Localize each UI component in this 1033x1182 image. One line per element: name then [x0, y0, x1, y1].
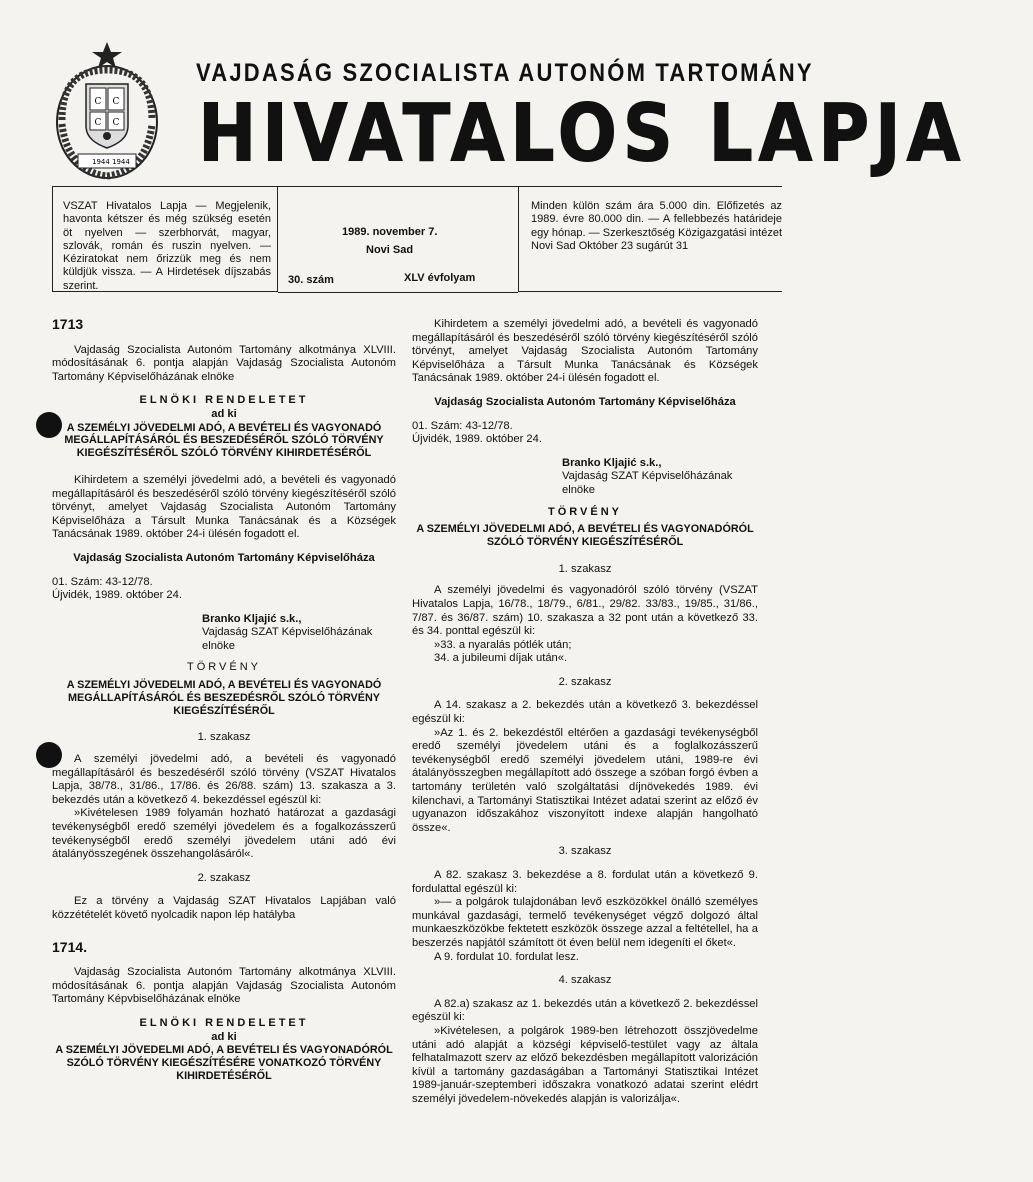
law-heading: TÖRVÉNY — [548, 505, 622, 518]
section-heading: 2. szakasz — [558, 675, 612, 688]
assembly-name: Vajdaság Szocialista Autonóm Tartomány Képviselőháza — [434, 395, 736, 408]
section-heading: 1. szakasz — [197, 731, 251, 744]
svg-text:1944: 1944 — [112, 158, 130, 166]
info-strip — [52, 186, 782, 294]
ad-ki: ad ki — [211, 407, 237, 420]
left-column — [52, 318, 396, 1083]
ad-ki: ad ki — [211, 1030, 237, 1043]
assembly-name: Vajdaság Szocialista Autonóm Tartomány Képviselőháza — [73, 551, 375, 564]
section-body: »Az 1. és 2. bekezdéstől eltérően a gazdasági tevékenységből eredő személyi jövedelem utáni és a foglalkozásszerű tevékenységből eredő személyi jövedelem utáni, 1989-re évi átalányösszegben megállapított adó összege a szóban forgó évben a tartomány területén való szolgáltatási díjnövekedés 1989. évi kilenchavi, a Tartományi Statisztikai Intézet adatai szerint az előző év ugyanazon időszakához viszonyított indexe alapján hangolható össze«. — [412, 726, 758, 834]
section-point: 34. a jubileumi díjak után«. — [434, 652, 568, 665]
section-heading: 1. szakasz — [558, 562, 612, 575]
place-date: Újvidék, 1989. október 24. — [412, 433, 542, 446]
section-body: A 82. szakasz 3. bekezdése a 8. fordulat után a következő 9. fordulattal egészül ki: — [412, 869, 758, 895]
place-date: Újvidék, 1989. október 24. — [52, 589, 182, 602]
issue-number: 30. szám — [288, 274, 334, 286]
decree-heading: ELNÖKI RENDELETET — [139, 394, 309, 407]
decree-body: Kihirdetem a személyi jövedelmi adó, a bevételi és vagyonadó megállapításáról és beszedéséről szóló törvény kiegészítéséről szóló törvényt, amelyet Vajdaság Szocialista Autonóm Tartomány Képviselőháza a Társult Munka Tanácsának és a Községek Tanácsának 1989. október 24-i ülésén fogadott el. — [52, 473, 396, 541]
issue-volume: XLV évfolyam — [404, 272, 476, 284]
signer-title: elnöke — [202, 639, 235, 652]
item-number: 1713 — [52, 316, 84, 332]
svg-text:С: С — [94, 97, 102, 107]
publication-info: VSZAT Hivatalos Lapja — Megjelenik, havonta kétszer és még szükség esetén öt nyelven — szerbhorvát, magyar, szlovák, román és ruszin nyelven. — Kéziratokat nem őrizzük meg és nem küldjük vissza. — A Hirdetések díjszabás szerint. — [52, 186, 278, 292]
masthead-title-text: HIVATALOS LAPJA — [198, 85, 967, 180]
svg-text:С: С — [112, 118, 120, 128]
signer-title: Vajdaság SZAT Képviselőházának — [202, 626, 373, 639]
section-body: Ez a törvény a Vajdaság SZAT Hivatalos Lapjában való közzétételét követő nyolcadik napon lép hatályba — [52, 895, 396, 921]
right-column — [412, 318, 758, 1107]
svg-text:С: С — [94, 118, 102, 128]
section-body: A személyi jövedelmi adó, a bevételi és vagyonadó megállapításáról és beszedéséről szóló törvény (VSZAT Hivatalos Lapja, 38/78., 31/86., 17/86. és 26/88. szám) 13. szakasza a 3. bekezdés után a következő 4. bekezdéssel egészül ki: — [52, 753, 396, 806]
section-body: A személyi jövedelmi és vagyonadóról szóló törvény (VSZAT Hivatalos Lapja, 16/78., 18/79., 6/81., 29/82. 33/83., 19/85., 31/86., 7/87. és 36/87. szám) 10. szakasza a 32 pont után a következő 33. és 34. ponttal egészül ki: — [412, 584, 758, 638]
decree-title: A SZEMÉLYI JÖVEDELMI ADÓ, A BEVÉTELI ÉS VAGYONADÓ MEGÁLLAPÍTÁSÁRÓL ÉS BESZEDÉSÉRŐL SZÓLÓ TÖRVÉNY KIEGÉSZÍTÉSÉRŐL SZÓLÓ TÖRVÉNY KIHIRDETÉSÉRŐL — [64, 421, 384, 460]
subscription-info: Minden külön szám ára 5.000 din. Előfizetés az 1989. évre 80.000 din. — A fellebbezés határideje egy hónap. — Szerkesztőség Közigazgatási intézet Novi Sad Október 23 sugárút 31 — [518, 186, 782, 292]
law-title: A SZEMÉLYI JÖVEDELMI ADÓ, A BEVÉTELI ÉS VAGYONADÓRÓL SZÓLÓ TÖRVÉNY KIEGÉSZÍTÉSÉRŐL — [416, 523, 754, 548]
section-heading: 4. szakasz — [558, 974, 612, 987]
decree-title: A SZEMÉLYI JÖVEDELMI ADÓ, A BEVÉTELI ÉS VAGYONADÓRÓL SZÓLÓ TÖRVÉNY KIEGÉSZÍTÉSÉRE VONATKOZÓ TÖRVÉNY KIHIRDETÉSÉRŐL — [55, 1044, 393, 1082]
reference-number: 01. Szám: 43-12/78. — [52, 575, 153, 588]
svg-text:С: С — [112, 97, 120, 107]
signer-name: Branko Kljajić s.k., — [562, 456, 662, 469]
decree-body: Kihirdetem a személyi jövedelmi adó, a bevételi és vagyonadó megállapításáról és beszedéséről szóló törvény kiegészítéséről szóló törvényt, amelyet Vajdaság Szocialista Autonóm Tartomány Képviselőháza a Társult Munka Tanácsának és Községek Tanácsának 1989. október 24-i ülésén fogadott el. — [412, 318, 758, 385]
section-body: A 14. szakasz a 2. bekezdés után a következő 3. bekezdéssel egészül ki: — [412, 699, 758, 726]
issue-info — [278, 186, 518, 293]
law-title: A SZEMÉLYI JÖVEDELMI ADÓ, A BEVÉTELI ÉS VAGYONADÓ MEGÁLLAPÍTÁSÁRÓL ÉS BESZEDÉSRŐL SZÓLÓ TÖRVÉNY KIEGÉSZÍTÉSÉRŐL — [66, 679, 382, 717]
item-intro: Vajdaság Szocialista Autonóm Tartomány alkotmánya XLVIII. módosításának 6. pontja alapján Vajdaság Szocialista Autonóm Tartomány Képvbiselőházának elnöke — [52, 966, 396, 1006]
signer-title: elnöke — [562, 483, 595, 496]
section-body: »— a polgárok tulajdonában levő eszközökkel önálló személyes munkával gazdasági, termelő tevékenységet végző dolgozó által munkaeszközökbe fektetett eszközök összege azzal a feltétellel, ha a beszerzés napjától számított öt éven belül nem idegeníti el őket«. — [412, 896, 758, 949]
issue-place: Novi Sad — [366, 244, 414, 256]
signer-name: Branko Kljajić s.k., — [202, 612, 302, 625]
reference-number: 01. Szám: 43-12/78. — [412, 419, 513, 432]
item-intro: Vajdaság Szocialista Autonóm Tartomány alkotmánya XLVIII. módosításának 6. pontja alapján Vajdaság Szocialista Autonóm Tartomány Képviselőházának elnöke — [52, 343, 396, 383]
section-body: A 9. fordulat 10. fordulat lesz. — [434, 950, 579, 963]
section-body: »Kivételesen, a polgárok 1989-ben létrehozott összjövedelme utáni adó alapját a községi képviselő-testület vagy az általa felhatalmazott szerv az előző bekezdésben megállapított valorizáción kívül a tartomány gazdaságában a Tartományi Statisztikai Intézet 1989-január-szeptemberi időszakra vonatkozó adatai szerint elédrt személyi jövedelem-növekedés alapján is valorizálja«. — [412, 1024, 758, 1105]
decree-heading: ELNÖKI RENDELETET — [139, 1016, 309, 1029]
masthead-title — [198, 85, 967, 180]
section-heading: 2. szakasz — [197, 871, 251, 884]
coat-of-arms-emblem — [52, 40, 162, 188]
law-heading: TÖRVÉNY — [187, 661, 261, 674]
section-point: »33. a nyaralás pótlék után; — [434, 638, 572, 651]
masthead-top-line: VAJDASÁG SZOCIALISTA AUTONÓM TARTOMÁNY — [196, 58, 814, 87]
signer-title: Vajdaság SZAT Képviselőházának — [562, 470, 733, 483]
issue-date: 1989. november 7. — [342, 226, 438, 238]
item-number: 1714. — [52, 938, 88, 955]
section-body: A 82.a) szakasz az 1. bekezdés után a következő 2. bekezdéssel egészül ki: — [412, 997, 758, 1024]
section-heading: 3. szakasz — [558, 845, 612, 858]
section-body: »Kivételesen 1989 folyamán hozható határozat a gazdasági tevékenységből eredő személyi jövedelem és a fogalkozásszerű tevékenységből eredő személyi jövedelem utáni adó évi átalányösszegének összehangolásáról«. — [52, 807, 396, 861]
svg-text:1944: 1944 — [92, 158, 110, 166]
